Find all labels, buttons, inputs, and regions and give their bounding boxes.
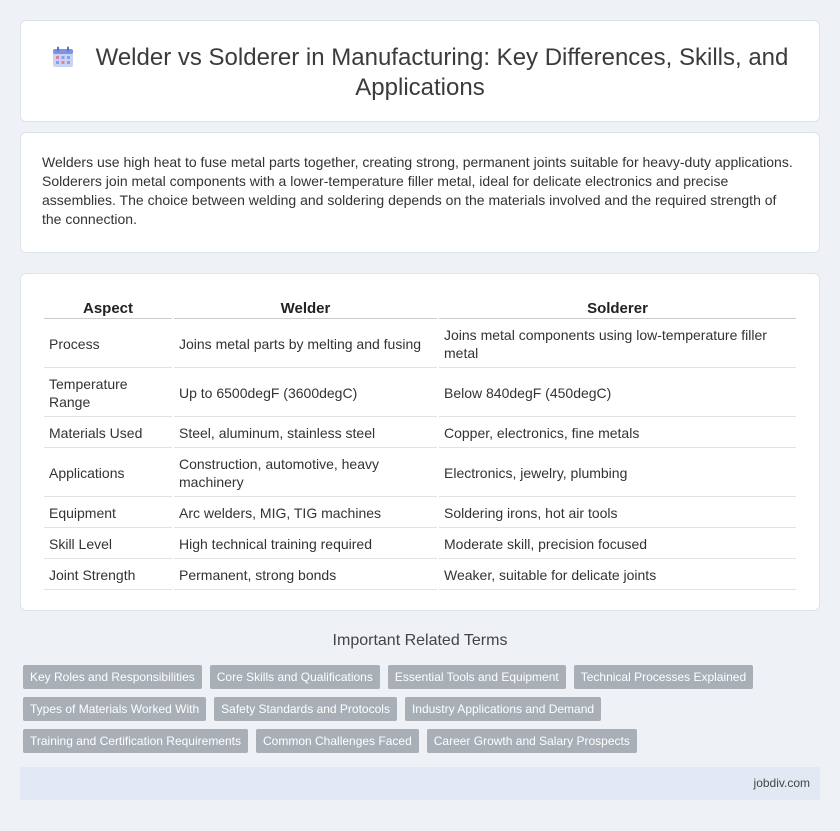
tag-safety-standards[interactable]: Safety Standards and Protocols (214, 697, 397, 721)
table-cell: Electronics, jewelry, plumbing (439, 450, 796, 497)
header-solderer: Solderer (439, 298, 796, 319)
table-cell: Below 840degF (450degC) (439, 370, 796, 417)
table-cell: Arc welders, MIG, TIG machines (174, 499, 437, 528)
intro-text: Welders use high heat to fuse metal parts together, creating strong, permanent joints suitable for heavy-duty applications. Solderers join metal components with a lower-temperature filler metal, ideal for delicate electronics and precise assemblies. The choice between welding and soldering depends on the materials involved and the required strength of the connection. (42, 154, 793, 227)
table-cell: Temperature Range (44, 370, 172, 417)
table-row (44, 419, 796, 448)
table-cell: Up to 6500degF (3600degC) (174, 370, 437, 417)
page-title: Welder vs Solderer in Manufacturing: Key Differences, Skills, and Applications (95, 44, 789, 101)
table-cell: Steel, aluminum, stainless steel (174, 419, 437, 448)
header-card (20, 20, 820, 122)
table-cell: Joint Strength (44, 561, 172, 590)
table-cell: Joins metal parts by melting and fusing (174, 321, 437, 368)
related-terms-title: Important Related Terms (332, 632, 508, 649)
tag-key-roles[interactable]: Key Roles and Responsibilities (23, 665, 202, 689)
table-cell: Joins metal components using low-temperature filler metal (439, 321, 796, 368)
table-cell: High technical training required (174, 530, 437, 559)
table-cell: Applications (44, 450, 172, 497)
tag-career-growth[interactable]: Career Growth and Salary Prospects (427, 729, 637, 753)
tag-technical-processes[interactable]: Technical Processes Explained (574, 665, 753, 689)
comparison-table (42, 296, 798, 592)
table-cell: Process (44, 321, 172, 368)
table-cell: Equipment (44, 499, 172, 528)
tag-training-certification[interactable]: Training and Certification Requirements (23, 729, 248, 753)
header-welder: Welder (174, 298, 437, 319)
intro-card (20, 132, 820, 253)
table-cell: Soldering irons, hot air tools (439, 499, 796, 528)
table-row (44, 321, 796, 368)
table-cell: Weaker, suitable for delicate joints (439, 561, 796, 590)
table-row (44, 450, 796, 497)
table-row (44, 530, 796, 559)
related-terms-tags (23, 665, 813, 753)
tag-essential-tools[interactable]: Essential Tools and Equipment (388, 665, 566, 689)
table-row (44, 370, 796, 417)
table-row (44, 499, 796, 528)
table-cell: Skill Level (44, 530, 172, 559)
tag-common-challenges[interactable]: Common Challenges Faced (256, 729, 419, 753)
page-title-wrap (21, 43, 819, 103)
table-cell: Copper, electronics, fine metals (439, 419, 796, 448)
comparison-card (20, 273, 820, 611)
tag-types-of-materials[interactable]: Types of Materials Worked With (23, 697, 206, 721)
table-cell: Materials Used (44, 419, 172, 448)
footer (20, 767, 820, 800)
tag-core-skills[interactable]: Core Skills and Qualifications (210, 665, 380, 689)
table-cell: Construction, automotive, heavy machinery (174, 450, 437, 497)
tag-industry-applications[interactable]: Industry Applications and Demand (405, 697, 601, 721)
calendar-icon (52, 46, 74, 68)
table-cell: Permanent, strong bonds (174, 561, 437, 590)
header-aspect: Aspect (44, 298, 172, 319)
table-cell: Moderate skill, precision focused (439, 530, 796, 559)
footer-site-link[interactable]: jobdiv.com (753, 776, 810, 790)
table-row (44, 561, 796, 590)
table-header-row (44, 298, 796, 319)
